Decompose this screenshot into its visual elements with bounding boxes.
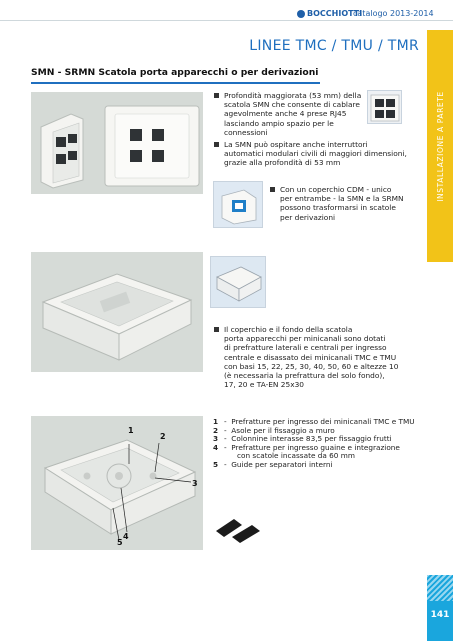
footer-stripes [427,575,453,601]
bullet-square-icon [214,142,219,147]
callout-4: 4 [123,532,129,541]
bullet-line: possono trasformarsi in scatole [280,203,396,213]
feature-text: Prefratture per ingresso guaine e integrazione [231,442,400,452]
product-photo-open-box [31,252,203,372]
brand-name: BOCCHIOTTI [307,9,363,18]
bullet-depth [214,91,361,137]
rj45-detail-image [367,90,402,124]
separator-pieces-image [212,505,264,549]
bullet-line: connessioni [224,127,268,137]
feature-list [213,418,415,470]
feature-item: 4 - Prefratture per ingresso guaine e integrazione [213,442,400,452]
page-number: 141 [430,610,450,620]
product-photo-boxes [31,92,203,194]
bullet-prefractures [214,325,398,389]
feature-number: 2 [213,425,219,435]
callout-1: 1 [128,426,134,435]
side-tab [427,30,453,262]
bullet-line: (è necessaria la prefrattura del solo fondo), [224,371,385,381]
feature-text: Asole per il fissaggio a muro [231,425,335,435]
product-heading: SMN - SRMN Scatola porta apparecchi o per derivazioni [31,67,319,78]
product-photo-base-numbered [31,416,203,550]
feature-text: Guide per separatori interni [231,459,333,469]
feature-item: 5 - Guide per separatori interni [213,459,333,469]
feature-item: 1 - Prefratture per ingresso dei minicanali TMC e TMU [213,417,415,426]
open-box-detail-image [210,256,266,308]
bullet-line: automatici modulari civili di maggiori dimensioni, [224,149,407,159]
bullet-line: Con un coperchio CDM - unico [280,185,392,194]
feature-text: con scatole incassate da 60 mm [237,451,355,461]
bullet-line: scatola SMN che consente di cablare [224,100,360,110]
bullet-line: centrale e disassato dei minicanali TMC e TMU [224,352,397,362]
bullet-line: di prefratture laterali e centrali per ingresso [224,343,387,353]
brand-mark-icon [297,10,305,18]
bullet-square-icon [214,327,219,332]
bullet-line: agevolmente anche 4 prese RJ45 [224,109,347,119]
bullet-cdm-cover [270,185,404,222]
bullet-line: con basi 15, 22, 25, 30, 40, 50, 60 e altezze 10 [224,361,399,371]
header-rule [0,20,453,21]
bullet-line: Il coperchio e il fondo della scatola [224,325,353,334]
feature-number: 5 [213,459,219,469]
bullet-line: lasciando ampio spazio per le [224,118,334,128]
bullet-line: per entrambe - la SMN e la SRMN [280,194,404,204]
bullet-line: grazie alla profondità di 53 mm [224,158,341,168]
section-title: LINEE TMC / TMU / TMR [249,38,419,54]
catalog-year: catalogo 2013-2014 [353,9,434,18]
feature-number: 1 [213,417,219,426]
page-footer-band [427,575,453,641]
bullet-line: porta apparecchi per minicanali sono dotati [224,334,386,344]
callout-2: 2 [160,432,166,441]
feature-text: Prefratture per ingresso dei minicanali TMC e TMU [231,417,415,426]
cdm-cover-image [213,181,263,228]
bullet-line: per derivazioni [280,212,336,222]
callout-5: 5 [117,538,123,547]
heading-rule [31,82,320,84]
bullet-line: Profondità maggiorata (53 mm) della [224,91,362,100]
feature-text: Colonnine interasse 83,5 per fissaggio frutti [231,434,392,444]
feature-item: 2 - Asole per il fissaggio a muro [213,425,335,435]
bullet-line: 17, 20 e TA-EN 25x30 [224,380,304,390]
bullet-breakers [214,140,407,168]
bullet-square-icon [214,93,219,98]
side-tab-label: INSTALLAZIONE A PARETE [435,90,445,202]
feature-number: 4 [213,442,219,452]
bullet-line: La SMN può ospitare anche interruttori [224,140,368,149]
feature-number: 3 [213,434,219,444]
callout-3: 3 [192,479,198,488]
feature-item: 3 - Colonnine interasse 83,5 per fissaggio frutti [213,434,392,444]
bullet-square-icon [270,187,275,192]
